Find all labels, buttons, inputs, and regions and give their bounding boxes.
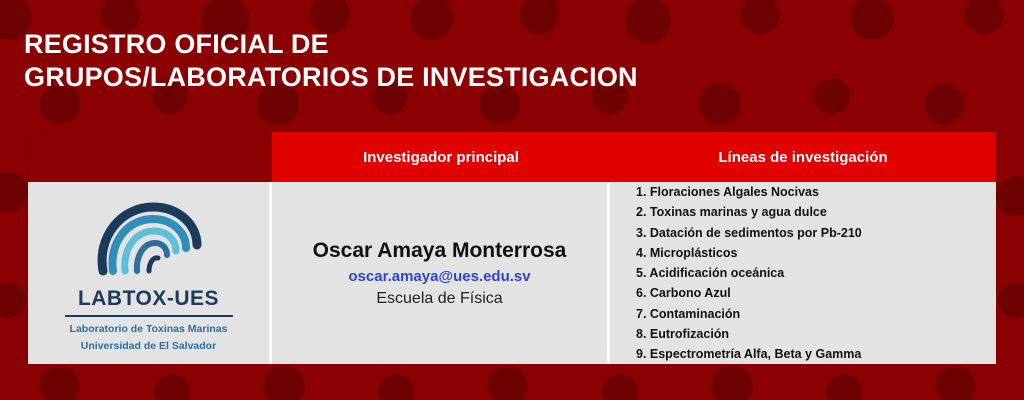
page-title bbox=[24, 28, 638, 94]
research-lines-list bbox=[636, 182, 862, 364]
table-header-principal-investigator: Investigador principal bbox=[272, 132, 610, 182]
logo-divider bbox=[65, 315, 233, 317]
cell-laboratory-logo bbox=[28, 182, 272, 364]
laboratory-name: LABTOX-UES bbox=[77, 287, 220, 311]
page-title-line-2: GRUPOS/LABORATORIOS DE INVESTIGACION bbox=[24, 61, 638, 92]
list-item: 8. Eutrofización bbox=[636, 326, 730, 341]
list-item: 6. Carbono Azul bbox=[636, 286, 731, 301]
labtox-logo bbox=[49, 193, 249, 352]
page-title-line-1: REGISTRO OFICIAL DE bbox=[24, 29, 329, 59]
list-item: 7. Contaminación bbox=[636, 306, 741, 321]
laboratory-subtitle-2: Universidad de El Salvador bbox=[80, 339, 217, 352]
investigator-affiliation: Escuela de Física bbox=[376, 289, 503, 307]
table-header-research-lines: Líneas de investigación bbox=[610, 132, 996, 182]
table-header-logo bbox=[28, 132, 272, 182]
laboratory-subtitle-1: Laboratorio de Toxinas Marinas bbox=[69, 323, 228, 336]
investigator-name: Oscar Amaya Monterrosa bbox=[312, 238, 567, 262]
list-item: 9. Espectrometría Alfa, Beta y Gamma bbox=[636, 347, 862, 361]
table-body-row bbox=[28, 182, 996, 364]
cell-principal-investigator bbox=[272, 182, 610, 364]
wave-logo-icon bbox=[87, 193, 211, 285]
list-item: 5. Acidificación oceánica bbox=[636, 266, 785, 280]
registry-table bbox=[28, 132, 996, 360]
table-header-row bbox=[28, 132, 996, 182]
list-item: 2. Toxinas marinas y agua dulce bbox=[636, 205, 827, 220]
list-item: 4. Microplásticos bbox=[636, 245, 738, 260]
investigator-email[interactable]: oscar.amaya@ues.edu.sv bbox=[348, 267, 531, 285]
list-item: 1. Floraciones Algales Nocivas bbox=[636, 185, 819, 199]
cell-research-lines bbox=[610, 182, 996, 364]
list-item: 3. Datación de sedimentos por Pb-210 bbox=[636, 225, 862, 240]
